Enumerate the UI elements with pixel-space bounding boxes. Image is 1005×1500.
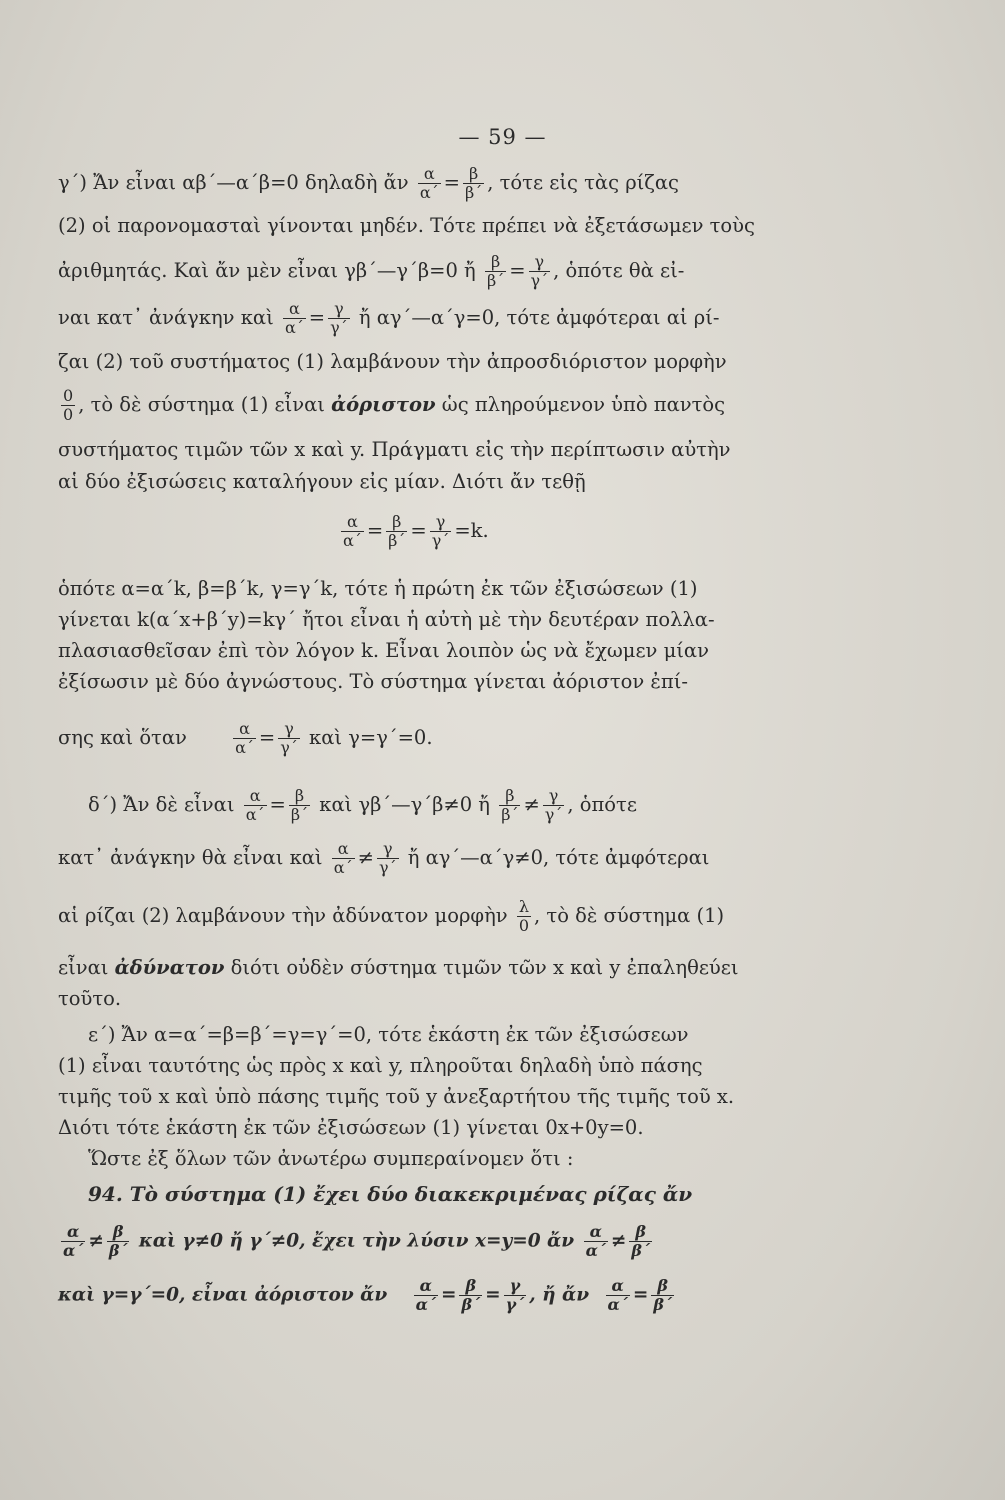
fraction: $\frac{\beta}{\beta΄}$ [653, 1276, 672, 1314]
case-g-line-10: γίνεται k(α΄x+β΄y)=kγ΄ ἤτοι εἶναι ἡ αὐτὴ μὲ τὴν δευτέραν πολλα- [58, 608, 715, 631]
case-g-line-7: συστήματος τιμῶν τῶν x καὶ y. Πράγματι εἰς τὴν περίπτωσιν αὐτὴν [58, 438, 731, 461]
fraction: $\frac{0}{0}$ [63, 386, 74, 424]
fraction: $\frac{\alpha}{\alpha΄}$ [419, 164, 439, 202]
term-indeterminate: ἀόριστον [331, 393, 436, 416]
case-g-line-2: (2) οἱ παρονομασταὶ γίνονται μηδέν. Τότε πρέπει νὰ ἐξετάσωμεν τοὺς [58, 214, 755, 237]
case-e-line-1: ε΄) Ἄν α=α΄=β=β΄=γ=γ΄=0, τότε ἑκάστη ἐκ τῶν ἐξισώσεων [88, 1023, 689, 1046]
case-e-line-2: (1) εἶναι ταυτότης ὡς πρὸς x καὶ y, πληροῦται δηλαδὴ ὑπὸ πάσης [58, 1054, 703, 1077]
case-g-line-11: πλασιασθεῖσαν ἐπὶ τὸν λόγον k. Εἶναι λοιπὸν ὡς νὰ ἔχωμεν μίαν [58, 639, 709, 662]
fraction: $\frac{\alpha}{\alpha΄}$ [235, 719, 254, 757]
fraction: $\frac{\beta}{\beta΄}$ [388, 512, 406, 550]
fraction: $\frac{\gamma}{\gamma΄}$ [544, 786, 563, 824]
case-d-line-4: εἶναι ἀδύνατον διότι οὐδὲν σύστημα τιμῶν τῶν x καὶ y ἐπαληθεύει [58, 956, 739, 979]
fraction: $\frac{\beta}{\beta΄}$ [501, 786, 519, 824]
fraction: $\frac{\beta}{\beta΄}$ [631, 1222, 651, 1260]
case-g-line-5: ζαι (2) τοῦ συστήματος (1) λαμβάνουν τὴν ἀπροσδιόριστον μορφὴν [58, 350, 727, 373]
term-impossible: ἀδύνατον [114, 956, 225, 979]
theorem-line-3: καὶ γ=γ΄=0, εἶναι ἀόριστον ἄν $\frac{\alpha}{\alpha΄}$ = $\frac{\beta}{\beta΄}$ = $\frac{\gamma}{\gamma΄}$ , ἤ ἄν $\frac{\alpha}{\alpha΄}$ = $\frac{\beta}{\beta΄}$ [58, 1276, 672, 1314]
fraction: $\frac{\gamma}{\gamma΄}$ [280, 719, 298, 757]
case-g-line-12: ἐξίσωσιν μὲ δύο ἀγνώστους. Τὸ σύστημα γίνεται ἀόριστον ἐπί- [58, 670, 688, 693]
fraction: $\frac{\alpha}{\alpha΄}$ [607, 1276, 628, 1314]
fraction: $\frac{\gamma}{\gamma΄}$ [378, 839, 397, 877]
fraction: $\frac{\beta}{\beta΄}$ [464, 164, 483, 202]
case-g-line-4: ναι κατ᾿ ἀνάγκην καὶ $\frac{\alpha}{\alpha΄}$ = $\frac{\gamma}{\gamma΄}$ ἤ αγ΄—α΄γ=0, τότε ἀμφότεραι αἱ ρί- [58, 299, 720, 337]
fraction: $\frac{\beta}{\beta΄}$ [108, 1222, 128, 1260]
case-e-line-3: τιμῆς τοῦ x καὶ ὑπὸ πάσης τιμῆς τοῦ y ἀνεξαρτήτου τῆς τιμῆς τοῦ x. [58, 1085, 735, 1108]
case-d-line-3: αἱ ρίζαι (2) λαμβάνουν τὴν ἀδύνατον μορφὴν $\frac{\lambda}{0}$ , τὸ δὲ σύστημα (1) [58, 897, 725, 935]
fraction: $\frac{\alpha}{\alpha΄}$ [245, 786, 265, 824]
case-g-line-1: γ΄) Ἄν εἶναι αβ΄—α΄β=0 δηλαδὴ ἄν $\frac{\alpha}{\alpha΄}$ = $\frac{\beta}{\beta΄}$ , τότε εἰς τὰς ρίζας [58, 164, 679, 202]
fraction: $\frac{\alpha}{\alpha΄}$ [284, 299, 304, 337]
case-g-line-8: αἱ δύο ἐξισώσεις καταλήγουν εἰς μίαν. Διότι ἄν τεθῇ [58, 470, 586, 493]
fraction: $\frac{\alpha}{\alpha΄}$ [333, 839, 353, 877]
fraction: $\frac{\beta}{\beta΄}$ [461, 1276, 481, 1314]
fraction: $\frac{\alpha}{\alpha΄}$ [343, 512, 362, 550]
case-d-line-2: κατ᾿ ἀνάγκην θὰ εἶναι καὶ $\frac{\alpha}{\alpha΄}$ ≠ $\frac{\gamma}{\gamma΄}$ ἤ αγ΄—α΄γ≠0, τότε ἀμφότεραι [58, 839, 710, 877]
case-g-line-9: ὁπότε α=α΄k, β=β΄k, γ=γ΄k, τότε ἡ πρώτη ἐκ τῶν ἐξισώσεων (1) [58, 577, 698, 600]
theorem-line-2: $\frac{\alpha}{\alpha΄}$ ≠ $\frac{\beta}{\beta΄}$ καὶ γ≠0 ἤ γ΄≠0, ἔχει τὴν λύσιν x=y=0 ἄν $\frac{\alpha}{\alpha΄}$ ≠ $\frac{\beta}{\beta΄}$ [63, 1222, 651, 1260]
display-equation: $\frac{\alpha}{\alpha΄}$ = $\frac{\beta}{\beta΄}$ = $\frac{\gamma}{\gamma΄}$ =k. [343, 512, 489, 550]
case-e-line-4: Διότι τότε ἑκάστη ἐκ τῶν ἐξισώσεων (1) γίνεται 0x+0y=0. [58, 1116, 644, 1139]
case-d-line-5: τοῦτο. [58, 987, 122, 1010]
case-g-line-6: $\frac{0}{0}$ , τὸ δὲ σύστημα (1) εἶναι ἀόριστον ὡς πληρούμενον ὑπὸ παντὸς [63, 386, 726, 424]
fraction: $\frac{\beta}{\beta΄}$ [290, 786, 309, 824]
case-g-line-13: σης καὶ ὅταν $\frac{\alpha}{\alpha΄}$ = $\frac{\gamma}{\gamma΄}$ καὶ γ=γ΄=0. [58, 719, 433, 757]
fraction: $\frac{\alpha}{\alpha΄}$ [63, 1222, 84, 1260]
page-number: — 59 — [458, 125, 547, 149]
fraction: $\frac{\lambda}{0}$ [518, 897, 530, 935]
case-e-line-5: Ὥστε ἐξ ὅλων τῶν ἀνωτέρω συμπεραίνομεν ὅτι : [88, 1147, 574, 1170]
fraction: $\frac{\gamma}{\gamma΄}$ [431, 512, 450, 550]
fraction: $\frac{\gamma}{\gamma΄}$ [330, 299, 348, 337]
fraction: $\frac{\gamma}{\gamma΄}$ [505, 1276, 525, 1314]
fraction: $\frac{\beta}{\beta΄}$ [486, 252, 505, 290]
fraction: $\frac{\gamma}{\gamma΄}$ [530, 252, 549, 290]
fraction: $\frac{\alpha}{\alpha΄}$ [585, 1222, 606, 1260]
item-number: 94. [88, 1182, 123, 1206]
theorem-line-1: 94. Τὸ σύστημα (1) ἔχει δύο διακεκριμένας ρίζας ἄν [88, 1182, 693, 1206]
case-g-line-3: ἀριθμητάς. Καὶ ἄν μὲν εἶναι γβ΄—γ΄β=0 ἤ $\frac{\beta}{\beta΄}$ = $\frac{\gamma}{\gamma΄}$ , ὁπότε θὰ εἰ- [58, 252, 685, 290]
case-g-intro: γ΄) Ἄν εἶναι αβ΄—α΄β=0 δηλαδὴ ἄν [58, 171, 409, 194]
fraction: $\frac{\alpha}{\alpha΄}$ [415, 1276, 436, 1314]
case-d-line-1: δ΄) Ἄν δὲ εἶναι $\frac{\alpha}{\alpha΄}$ = $\frac{\beta}{\beta΄}$ καὶ γβ΄—γ΄β≠0 ἤ $\frac{\beta}{\beta΄}$ ≠ $\frac{\gamma}{\gamma΄}$ , ὁπότε [88, 786, 637, 824]
